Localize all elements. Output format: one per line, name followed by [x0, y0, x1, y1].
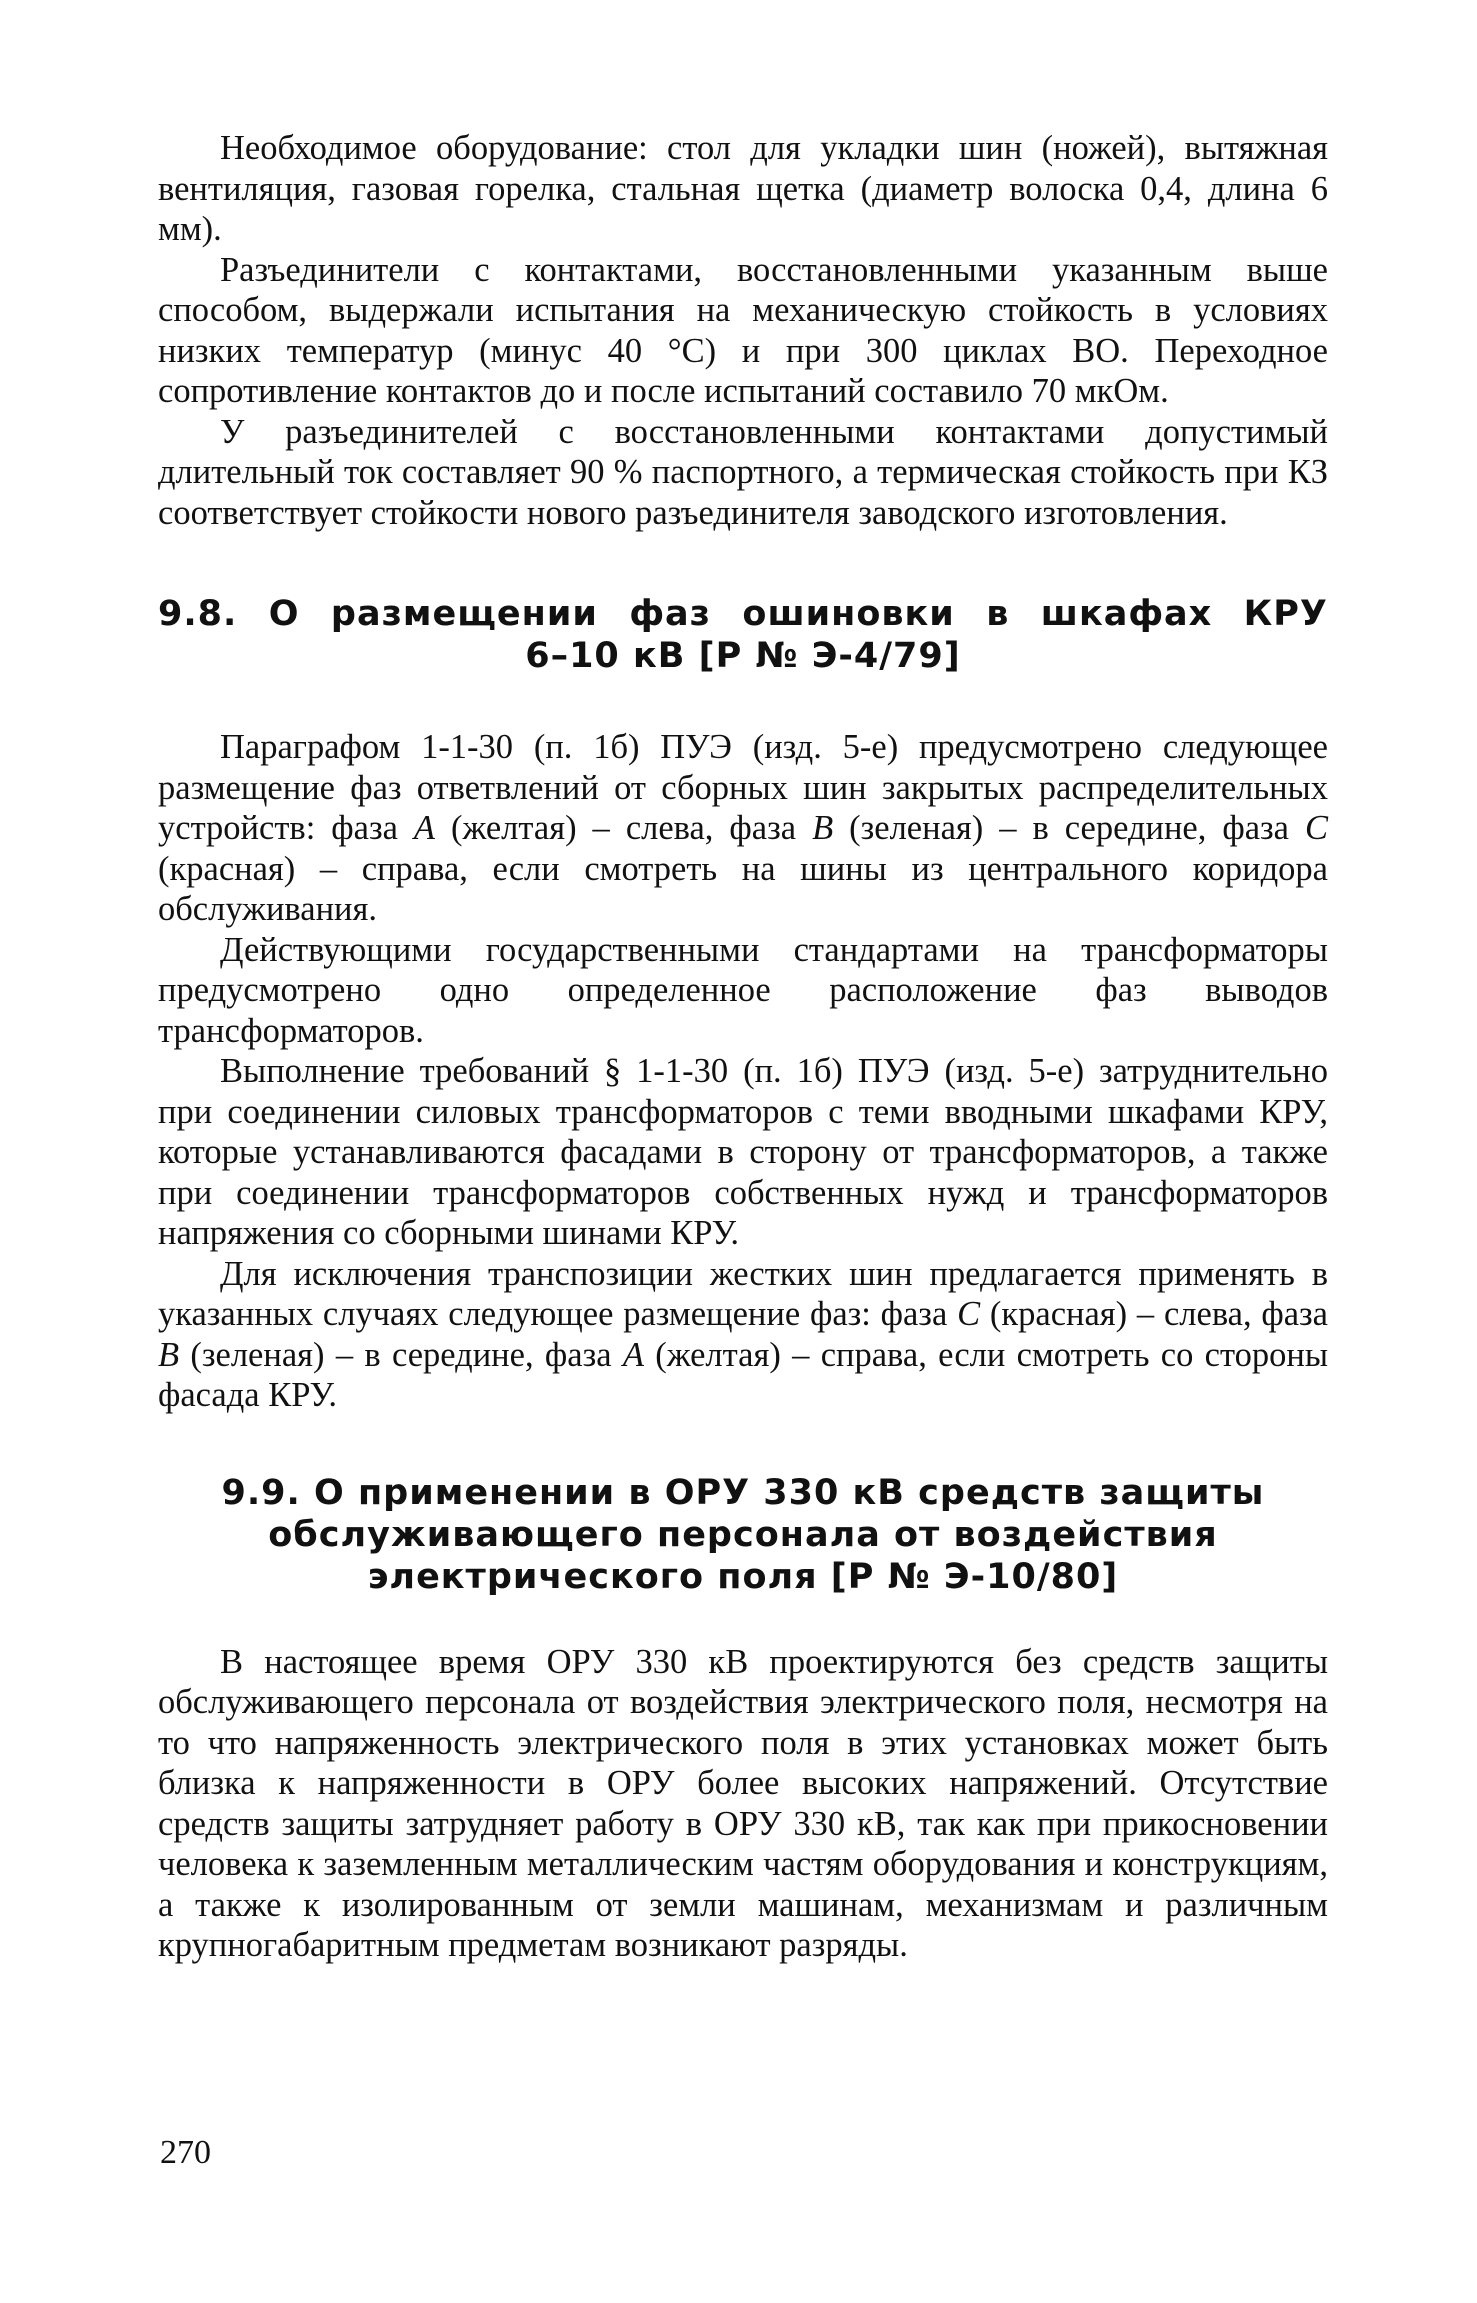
text-run: Для исключения транспозиции жестких шин предлагается применять в указанных случаях следующее размещение фаз: фаза — [158, 1254, 1328, 1333]
heading-word: в — [986, 594, 1010, 634]
heading-word: О — [268, 594, 300, 634]
text-run: Параграфом 1-1-30 (п. 1б) ПУЭ (изд. 5-е) предусмотрено следующее размещение фаз ответвлений от сборных шин закрытых распределительных устройств: фаза — [158, 728, 1328, 847]
heading-word: размещении — [330, 594, 598, 634]
text-run: (зеленая) – в середине, фаза — [179, 1335, 623, 1374]
phase-letter: C — [957, 1295, 981, 1333]
text-run: (зеленая) – в середине, фаза — [833, 809, 1305, 847]
section-heading-9-8-line2: 6–10 кВ [Р № Э-4/79] — [525, 636, 961, 676]
heading-word: 9.8. — [158, 594, 238, 634]
paragraph-phase-placement — [158, 727, 1328, 930]
paragraph-disconnector-tests: Разъединители с контактами, восстановленными указанным выше способом, выдержали испытания на механическую стойкость в условиях низких температур (минус 40 °С) и при 300 циклах ВО. Переходное сопротивление контактов до и после испытаний составило 70 мкОм. — [158, 250, 1328, 410]
section-heading-9-8 — [158, 593, 1328, 677]
text-run: (красная) – справа, если смотреть на шины из центрального коридора обслуживания. — [158, 849, 1328, 928]
heading-word: КРУ — [1243, 594, 1328, 634]
heading-word: шкафах — [1040, 594, 1213, 634]
text-run: (желтая) – слева, фаза — [434, 809, 813, 847]
section-heading-9-9 — [158, 1472, 1328, 1598]
phase-letter: C — [1304, 809, 1328, 847]
phase-letter: B — [812, 809, 834, 847]
heading-word: ошиновки — [742, 594, 955, 634]
phase-letter: A — [622, 1335, 644, 1374]
phase-letter: A — [413, 809, 435, 847]
text-run: (красная) – слева, фаза — [980, 1295, 1328, 1333]
paragraph-disconnector-current: У разъединителей с восстановленными контактами допустимый длительный ток составляет 90 % паспортного, а термическая стойкость при КЗ соответствует стойкости нового разъединителя заводского изготовления. — [158, 412, 1328, 532]
paragraph-equipment: Необходимое оборудование: стол для укладки шин (ножей), вытяжная вентиляция, газовая горелка, стальная щетка (диаметр волоска 0,4, длина 6 мм). — [158, 129, 1328, 248]
paragraph-oru-330: В настоящее время ОРУ 330 кВ проектируются без средств защиты обслуживающего персонала от воздействия электрического поля, несмотря на то что напряженность электрического поля в этих установках может быть близка к напряженности в ОРУ более высоких напряжений. Отсутствие средств защиты затрудняет работу в ОРУ 330 кВ, так как при прикосновении человека к заземленным металлическим частям оборудования и конструкциям, а также к изолированным от земли машинам, механизмам и различным крупногабаритным предметам возникают разряды. — [158, 1642, 1328, 1964]
paragraph-transposition — [158, 1254, 1328, 1416]
section-heading-9-8-line1 — [158, 593, 1328, 635]
text-run: (желтая) – справа, если смотреть со стороны фасада КРУ. — [158, 1335, 1328, 1414]
page-body — [158, 128, 1328, 1966]
phase-letter: B — [158, 1335, 180, 1374]
page-number: 270 — [160, 2134, 211, 2171]
paragraph-requirements: Выполнение требований § 1-1-30 (п. 1б) ПУЭ (изд. 5-е) затруднительно при соединении силовых трансформаторов с теми вводными шкафами КРУ, которые устанавливаются фасадами в сторону от трансформаторов, а также при соединении трансформаторов собственных нужд и трансформаторов напряжения со сборными шинами КРУ. — [158, 1052, 1328, 1252]
paragraph-standards: Действующими государственными стандартами на трансформаторы предусмотрено одно определенное расположение фаз выводов трансформаторов. — [158, 930, 1328, 1050]
section-heading-9-9-line2: обслуживающего персонала от воздействия — [268, 1514, 1218, 1555]
section-heading-9-9-line3: электрического поля [Р № Э-10/80] — [367, 1556, 1119, 1597]
heading-word: фаз — [629, 594, 711, 634]
section-heading-9-9-line1: 9.9. О применении в ОРУ 330 кВ средств защиты — [221, 1472, 1265, 1513]
